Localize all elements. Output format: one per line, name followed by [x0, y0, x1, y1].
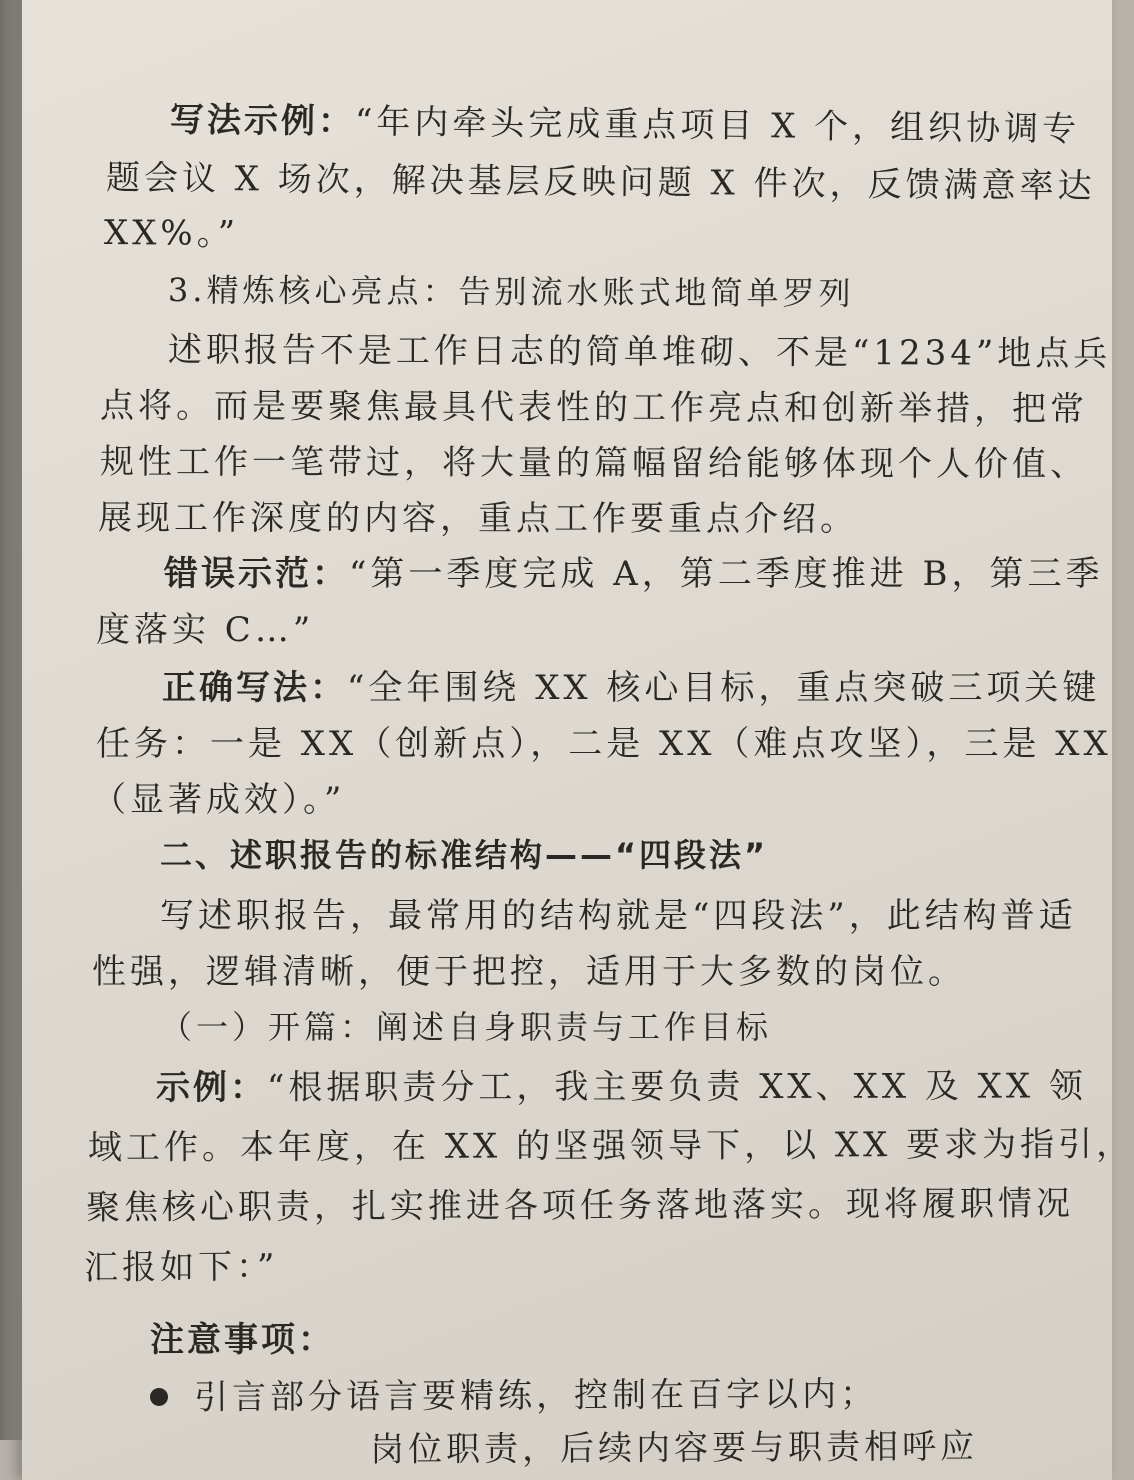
- wrong-text: “第一季度完成 A，第二季度推进 B，第三季: [349, 554, 1104, 594]
- section2-para-line-1: 写述职报告，最常用的结构就是“四段法”，此结构普适: [160, 896, 1077, 936]
- section2-example-line-3: 聚焦核心职责，扎实推进各项任务落地落实。现将履职情况: [85, 1183, 1075, 1228]
- bullet-dot-icon: [150, 1388, 168, 1406]
- bullet-item-1: [150, 1366, 878, 1419]
- right-line-3: （显著成效）。”: [92, 780, 346, 820]
- section2-example-line-1: [156, 1058, 1087, 1109]
- section2-example-line-2: 域工作。本年度，在 XX 的坚强领导下，以 XX 要求为指引，: [87, 1124, 1134, 1168]
- right-label: 正确写法：: [162, 668, 347, 708]
- example-line-1: [170, 92, 1081, 151]
- section2-heading: 二、述职报告的标准结构——“四段法”: [160, 836, 769, 874]
- notes-heading: 注意事项：: [150, 1320, 335, 1360]
- para-line-2: 点将。而是要聚焦最具代表性的工作亮点和创新举措，把常: [99, 386, 1089, 430]
- section3-heading: 3.精炼核心亮点：告别流水账式地简单罗列: [167, 271, 855, 313]
- bullet-item-2-partial: 岗位职责，后续内容要与职责相呼应: [369, 1426, 979, 1470]
- section2-example-label: 示例：: [155, 1067, 268, 1108]
- example-line-3: XX%。”: [103, 213, 240, 254]
- right-text: “全年围绕 XX 核心目标，重点突破三项关键: [347, 668, 1101, 708]
- section2-example-text: “根据职责分工，我主要负责 XX、XX 及 XX 领: [266, 1066, 1087, 1108]
- wrong-label: 错误示范：: [164, 554, 349, 594]
- para-line-1: 述职报告不是工作日志的简单堆砌、不是“1234”地点兵: [167, 330, 1112, 375]
- bullet-text-1: 引言部分语言要精练，控制在百字以内；: [193, 1374, 879, 1418]
- wrong-line-2: 度落实 C…”: [96, 610, 315, 650]
- section2-para-line-2: 性强，逻辑清晰，便于把控，适用于大多数的岗位。: [92, 952, 966, 992]
- right-line-2: 任务：一是 XX（创新点），二是 XX（难点攻坚），三是 XX: [96, 724, 1112, 764]
- subsection1-heading: （一）开篇：阐述自身职责与工作目标: [160, 1008, 773, 1046]
- para-line-4: 展现工作深度的内容，重点工作要重点介绍。: [97, 498, 859, 540]
- wrong-line-1: [164, 546, 1104, 595]
- example-label: 写法示例：: [169, 100, 356, 142]
- para-line-3: 规性工作一笔带过，将大量的篇幅留给能够体现个人价值、: [99, 442, 1089, 485]
- section2-example-line-4: 汇报如下：”: [83, 1246, 279, 1288]
- right-line-1: [162, 660, 1100, 709]
- example-line-2: 题会议 X 场次，解决基层反映问题 X 件次，反馈满意率达: [105, 158, 1096, 207]
- example-text: “年内牵头完成重点项目 X 个，组织协调专: [354, 101, 1081, 150]
